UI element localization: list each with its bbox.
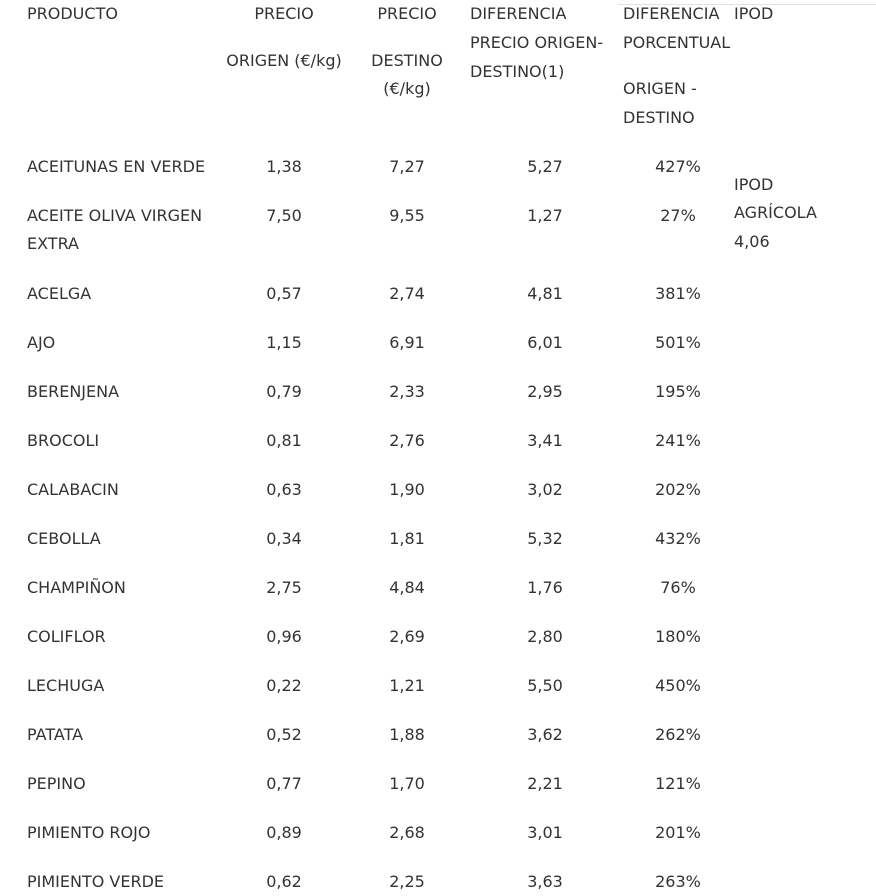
ipod-note-line3: 4,06 [734, 232, 770, 251]
cell-producto: CHAMPIÑON [27, 578, 126, 597]
cell-porcentual: 427% [655, 157, 701, 176]
header-origen-line1: PRECIO [254, 4, 314, 23]
cell-porcentual: 501% [655, 333, 701, 352]
cell-diferencia: 1,27 [527, 206, 563, 225]
cell-diferencia: 1,76 [527, 578, 563, 597]
cell-origen: 7,50 [266, 206, 302, 225]
cell-producto: COLIFLOR [27, 627, 106, 646]
cell-producto: BERENJENA [27, 382, 120, 401]
cell-porcentual: 432% [655, 529, 701, 548]
cell-origen: 0,77 [266, 774, 302, 793]
cell-diferencia: 3,63 [527, 872, 563, 891]
cell-producto: CALABACIN [27, 480, 119, 499]
cell-diferencia: 5,27 [527, 157, 563, 176]
cell-producto-line2: EXTRA [27, 234, 79, 253]
cell-porcentual: 27% [660, 206, 696, 225]
cell-destino: 6,91 [389, 333, 425, 352]
cell-origen: 0,81 [266, 431, 302, 450]
header-ipod: IPOD [734, 4, 774, 23]
cell-diferencia: 3,62 [527, 725, 563, 744]
cell-producto: PIMIENTO VERDE [27, 872, 165, 891]
cell-diferencia: 3,41 [527, 431, 563, 450]
cell-porcentual: 241% [655, 431, 701, 450]
cell-porcentual: 450% [655, 676, 701, 695]
header-porcentual-line1: DIFERENCIA [623, 4, 720, 23]
header-porcentual-line4: DESTINO [623, 108, 695, 127]
cell-porcentual: 195% [655, 382, 701, 401]
cell-destino: 2,74 [389, 284, 425, 303]
header-porcentual-line2: PORCENTUAL [623, 33, 731, 52]
header-diferencia-line1: DIFERENCIA [470, 4, 567, 23]
cell-destino: 1,70 [389, 774, 425, 793]
cell-origen: 0,22 [266, 676, 302, 695]
cell-producto: BROCOLI [27, 431, 100, 450]
cell-origen: 0,62 [266, 872, 302, 891]
cell-destino: 1,90 [389, 480, 425, 499]
cell-diferencia: 6,01 [527, 333, 563, 352]
cell-destino: 2,68 [389, 823, 425, 842]
cell-producto: ACEITE OLIVA VIRGEN [27, 206, 203, 225]
cell-porcentual: 121% [655, 774, 701, 793]
cell-porcentual: 76% [660, 578, 696, 597]
cell-producto: ACELGA [27, 284, 92, 303]
cell-origen: 0,96 [266, 627, 302, 646]
cell-porcentual: 180% [655, 627, 701, 646]
cell-porcentual: 262% [655, 725, 701, 744]
cell-destino: 2,76 [389, 431, 425, 450]
cell-origen: 2,75 [266, 578, 302, 597]
cell-destino: 9,55 [389, 206, 425, 225]
cell-origen: 1,38 [266, 157, 302, 176]
cell-origen: 0,52 [266, 725, 302, 744]
cell-porcentual: 201% [655, 823, 701, 842]
header-producto: PRODUCTO [27, 4, 118, 23]
cell-destino: 1,81 [389, 529, 425, 548]
cell-producto: CEBOLLA [27, 529, 101, 548]
cell-destino: 4,84 [389, 578, 425, 597]
cell-origen: 1,15 [266, 333, 302, 352]
header-diferencia-line3: DESTINO(1) [470, 62, 565, 81]
cell-destino: 2,69 [389, 627, 425, 646]
header-diferencia-line2: PRECIO ORIGEN- [470, 33, 604, 52]
cell-producto: PATATA [27, 725, 84, 744]
cell-diferencia: 3,02 [527, 480, 563, 499]
cell-producto: PEPINO [27, 774, 86, 793]
cell-origen: 0,57 [266, 284, 302, 303]
cell-destino: 7,27 [389, 157, 425, 176]
header-destino-line2: DESTINO [371, 51, 443, 70]
cell-diferencia: 2,95 [527, 382, 563, 401]
cell-porcentual: 263% [655, 872, 701, 891]
cell-origen: 0,89 [266, 823, 302, 842]
cell-diferencia: 5,32 [527, 529, 563, 548]
cell-origen: 0,34 [266, 529, 302, 548]
cell-porcentual: 202% [655, 480, 701, 499]
cell-origen: 0,63 [266, 480, 302, 499]
cell-diferencia: 2,21 [527, 774, 563, 793]
cell-diferencia: 2,80 [527, 627, 563, 646]
ipod-note-line2: AGRÍCOLA [734, 203, 817, 222]
cell-diferencia: 5,50 [527, 676, 563, 695]
cell-destino: 1,21 [389, 676, 425, 695]
header-destino-line1: PRECIO [377, 4, 437, 23]
cell-producto: LECHUGA [27, 676, 105, 695]
ipod-note-line1: IPOD [734, 175, 774, 194]
cell-porcentual: 381% [655, 284, 701, 303]
cell-producto: AJO [27, 333, 56, 352]
cell-destino: 1,88 [389, 725, 425, 744]
cell-diferencia: 4,81 [527, 284, 563, 303]
cell-diferencia: 3,01 [527, 823, 563, 842]
cell-producto: ACEITUNAS EN VERDE [27, 157, 206, 176]
cell-destino: 2,25 [389, 872, 425, 891]
header-destino-line3: (€/kg) [383, 79, 431, 98]
cell-producto: PIMIENTO ROJO [27, 823, 151, 842]
cell-origen: 0,79 [266, 382, 302, 401]
header-porcentual-line3: ORIGEN - [623, 79, 697, 98]
header-origen-line2: ORIGEN (€/kg) [226, 51, 342, 70]
cell-destino: 2,33 [389, 382, 425, 401]
